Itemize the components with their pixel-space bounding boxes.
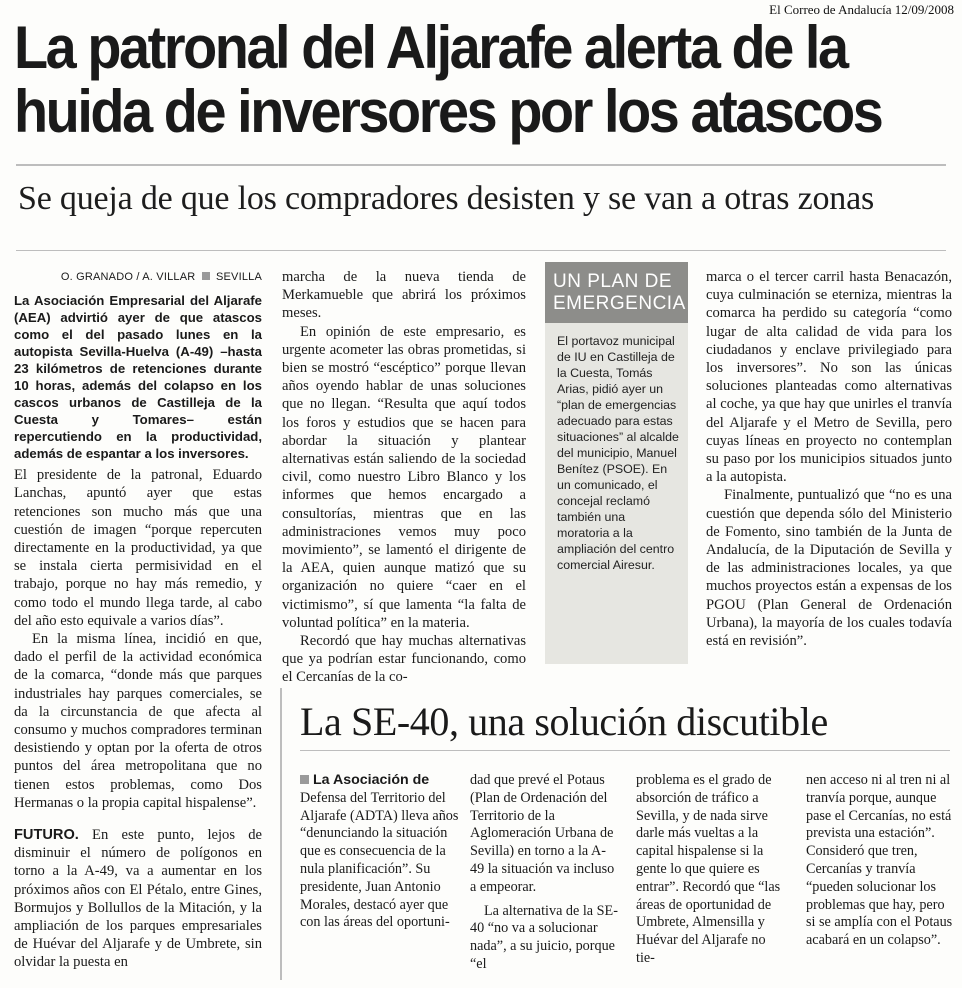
article-paragraph: Finalmente, puntualizó que “no es una cuestión que dependa sólo del Ministerio de Fomento, sino también de la Junta de Andalucía, de la Diputación de Sevilla y de las administraciones locales, ya que muchos proyectos están a expensas de los PGOU (Plan General de Ordenación Urbana), la mayoría de los cuales todavía está en revisión”. [706,487,952,650]
article-paragraph: marca o el tercer carril hasta Benacazón, cuya culminación se eterniza, mientras la comarca ha perdido su categoría “como lugar de alta calidad de vida para los ciudadanos y enclave privilegiado para los inversores”. No son las únicas soluciones planteadas como alternativas al coche, ya que hay que unirles el tranvía del Aljarafe y el Metro de Sevilla, pero cuyas líneas en proyecto no contemplan su paso por los municipios situados junto a la autopista. [706,269,952,486]
article-paragraph: marcha de la nueva tienda de Merkamueble que abrirá los próximos meses. [282,269,526,322]
lead-square-icon [300,775,309,784]
byline-place: SEVILLA [215,271,262,283]
article-lead: La Asociación Empresarial del Aljarafe (AEA) advirtió ayer de que atascos como el del pasado lunes en la autopista Sevilla-Huelva (A-49) –hasta 23 kilómetros de retenciones durante 10 horas, además del colapso en los cascos urbanos de Castilleja de la Cuesta y Tomares– están repercutiendo en la productividad, además de espantar a los inversores. [14,293,262,462]
headline-line-2: huida de inversores por los atascos [14,78,882,145]
emergency-plan-sidebar [545,262,688,664]
article-column-1 [14,268,262,972]
subarticle-paragraph [300,772,460,932]
subheadline: Se queja de que los compradores desisten y se van a otras zonas [18,180,875,217]
byline [14,268,262,286]
sidebar-title-line-1: UN PLAN DE [553,271,673,292]
paragraph-text: En este punto, lejos de disminuir el número de polígonos en torno a la A-49, va a aumentar en los próximos años con El Pétalo, entre Gines, Bormujos y Bollullos de la Mitación, y la ampliación de los parques empresariales de Huévar del Aljarafe y de Umbrete, sin olvidar la puesta en [14,827,262,971]
subhead-rule [16,250,946,251]
subarticle-column-3 [636,772,788,968]
source-label: El Correo de Andalucía 12/09/2008 [769,2,954,17]
subarticle-title: La SE-40, una solución discutible [300,699,828,744]
subarticle-divider [280,688,282,980]
article-column-2 [282,268,526,687]
separator-square-icon [202,272,210,280]
paragraph-text: Defensa del Territorio del Aljarafe (ADTA) lleva años “denunciando la situación que es consecuencia de la nula planificación”. Su presidente, Juan Antonio Morales, destacó ayer que con las áreas del oportuni- [300,789,459,931]
subarticle-rule [300,750,950,751]
sidebar-title-line-2: EMERGENCIA [553,293,686,314]
section-label: FUTURO. [14,827,79,844]
sidebar-title [545,262,688,323]
headline-line-1: La patronal del Aljarafe alerta de la [14,14,847,81]
article-paragraph: Recordó que hay muchas alternativas que ya podrían estar funcionando, como el Cercanías de la co- [282,633,526,686]
subarticle-paragraph: problema es el grado de absorción de tráfico a Sevilla, y de nada sirve darle más vueltas a la capital hispalense si la gente lo que quiere es entrar”. Recordó que “las áreas de oportunidad de Umbrete, Almensilla y Huévar del Aljarafe no tie- [636,772,781,966]
subarticle-column-1 [300,772,460,932]
subarticle-column-4 [806,772,956,950]
article-paragraph: El presidente de la patronal, Eduardo Lanchas, apuntó ayer que estas retenciones son mucho más que una cuestión de imagen “porque repercuten directamente en la productividad, ya que se instala cierta permisividad en el trabajo, porque no hay más remedio, y como todo el mundo llega tarde, al cabo del año esto equivale a varios días”. [14,467,262,629]
headline [14,16,893,144]
subarticle-column-2 [470,772,620,974]
subarticle-paragraph: La alternativa de la SE-40 “no va a solucionar nada”, a su juicio, porque “el [470,902,618,972]
article-paragraph: En opinión de este empresario, es urgente acometer las obras prometidas, si bien se mostró “escéptico” porque llevan años oyendo hablar de unas soluciones que no llegan. “Resulta que aquí todos los foros y estudios que se hacen para abordar la situación y plantear alternativas están saliendo de la sociedad civil, como nuestro Libro Blanco y los informes que hemos encargado a consultorías, mientras que en las administraciones vemos muy poco movimiento”, se lamentó el dirigente de la AEA, quien aunque matizó que su organización no quiere “caer en el victimismo”, sí que lamenta “la falta de voluntad política” en la materia. [282,323,526,631]
article-paragraph: En la misma línea, incidió en que, dado el perfil de la actividad económica de la comarca, “donde más que parques industriales hay parques comerciales, se da la circunstancia de que afecta al consumo y muchos compradores terminan desistiendo y optan por la oferta de otros puntos del área metropolitana que no tienen estos problemas, como Dos Hermanas o la propia capital hispalense”. [14,631,262,811]
header-rule [16,164,946,166]
article-column-4 [706,268,952,650]
sidebar-body: El portavoz municipal de IU en Castilleja de la Cuesta, Tomás Arias, pidió ayer un “plan de emergencias adecuado para estas situaciones” al alcalde del municipio, Manuel Benítez (PSOE). En un comunicado, el concejal reclamó también una moratoria a la ampliación del centro comercial Airesur. [557,334,679,572]
subarticle-paragraph: nen acceso ni al tren ni al tranvía porque, aunque pase el Cercanías, no está prevista una estación”. Consideró que tren, Cercanías y tranvía “pueden solucionar los problemas que hay, pero si se amplía con el Potaus acabará en un colapso”. [806,772,953,949]
subarticle-paragraph: dad que prevé el Potaus (Plan de Ordenación del Territorio de la Aglomeración Urbana de Sevilla) en torno a la A-49 la situación va incluso a empeorar. [470,772,615,895]
subarticle-lead: La Asociación de [313,772,430,788]
article-paragraph [14,826,262,972]
byline-authors: O. GRANADO / A. VILLAR [60,271,196,283]
